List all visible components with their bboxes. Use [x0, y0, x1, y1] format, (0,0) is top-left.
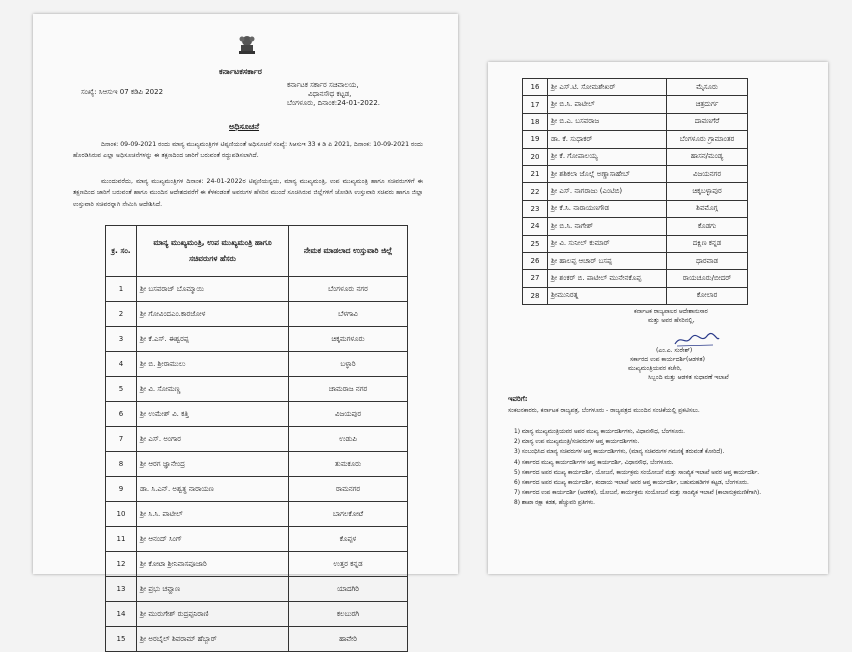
- district-cell: ವಿಜಯಪುರ: [289, 402, 408, 427]
- minister-name-cell: ಶ್ರೀ ಬಿ.ಸಿ. ಪಾಟೀಲ್: [548, 96, 667, 113]
- minister-name-cell: ಶ್ರೀ ಎಸ್. ನಾಗರಾಜು (ಎಂಟಿಬಿ): [548, 183, 667, 200]
- district-cell: ಯಾದಗಿರಿ: [289, 577, 408, 602]
- copy-recipient-item: 4) ಸರ್ಕಾರದ ಮುಖ್ಯ ಕಾರ್ಯದರ್ಶಿಗಳ ಆಪ್ತ ಕಾರ್ಯದರ್ಶಿ, ವಿಧಾನಸೌಧ, ಬೆಂಗಳೂರು.: [514, 459, 674, 466]
- minister-name-cell: ಶ್ರೀ ಕೆ.ಸಿ. ನಾರಾಯಣಗೌಡ: [548, 200, 667, 217]
- district-cell: ಬೆಂಗಳೂರು ನಗರ: [289, 277, 408, 302]
- serial-cell: 7: [106, 427, 137, 452]
- district-cell: ಕಲಬುರಗಿ: [289, 602, 408, 627]
- handwritten-signature: [673, 332, 721, 348]
- serial-cell: 9: [106, 477, 137, 502]
- table-row: [106, 527, 408, 552]
- copy-recipient-item: 1) ಮಾನ್ಯ ಮುಖ್ಯಮಂತ್ರಿಯವರ ಅಪರ ಮುಖ್ಯ ಕಾರ್ಯದರ್ಶಿಗಳು, ವಿಧಾನಸೌಧ, ಬೆಂಗಳೂರು.: [514, 429, 686, 435]
- minister-name-cell: ಶ್ರೀ ಕೆ.ಎಸ್. ಈಶ್ವರಪ್ಪ: [137, 327, 289, 352]
- minister-name-cell: ಶ್ರೀ ಶಂಕರ್ ಬಿ. ಪಾಟೀಲ್ ಮುನೇನಕೊಪ್ಪ: [548, 270, 667, 287]
- serial-cell: 14: [106, 602, 137, 627]
- serial-cell: 15: [106, 627, 137, 652]
- notification-page-1: [33, 14, 458, 643]
- paragraph-1: ದಿನಾಂಕ: 09-09-2021 ರಂದು ಮಾನ್ಯ ಮುಖ್ಯಮಂತ್ರಿಗಳ ಟಿಪ್ಪಣಿಯಂತೆ ಅಧಿಸೂಚನೆ ಸಂಖ್ಯೆ: ಸಿಆಸುಇ 33 ಕ ಡಿ ಪಿ 2021, ದಿನಾಂಕ: 10-09-2021 ರಂದು ಹೊರಡಿಸಿರುವ ಎಲ್ಲಾ ಅಧಿಸೂಚನೆಗಳನ್ನು ಈ ತಕ್ಷಣದಿಂದ ಜಾರಿಗೆ ಬರುವಂತೆ ರದ್ದುಪಡಿಸಲಾಗಿದೆ.: [73, 141, 423, 160]
- copy-recipient-item: 8) ಶಾಖಾ ರಕ್ಷಾ ಕಡತ, ಹೆಚ್ಚುವರಿ ಪ್ರತಿಗಳು.: [514, 500, 595, 507]
- district-cell: ಬಳ್ಳಾರಿ: [289, 352, 408, 377]
- copy-recipient-item: 3) ಸಂಬಂಧಿಸಿದ ಮಾನ್ಯ ಸಚಿವರುಗಳ ಆಪ್ತ ಕಾರ್ಯದರ್ಶಿಗಳು, (ಮಾನ್ಯ ಸಚಿವರುಗಳ ಗಮನಕ್ಕೆ ತರುವಂತೆ ಕೋರಿದೆ).: [514, 449, 725, 456]
- district-cell: ಚಿತ್ರದುರ್ಗ: [667, 96, 748, 113]
- karnataka-emblem-icon: [234, 32, 260, 58]
- serial-cell: 2: [106, 302, 137, 327]
- district-cell: ಕೊಡಗು: [667, 218, 748, 235]
- minister-name-cell: ಶ್ರೀ ಸಿ.ಸಿ. ಪಾಟೀಲ್: [137, 502, 289, 527]
- header-serial: ಕ್ರ. ಸಂ.: [106, 226, 137, 277]
- table-row: [106, 277, 408, 302]
- district-cell: ಕೊಪ್ಪಳ: [289, 527, 408, 552]
- serial-cell: 27: [523, 270, 548, 287]
- table-row: [523, 113, 748, 130]
- table-row: [106, 577, 408, 602]
- minister-name-cell: ಶ್ರೀ ಗೋವಿಂದಎಂ.ಕಾರಜೋಳ: [137, 302, 289, 327]
- serial-cell: 1: [106, 277, 137, 302]
- district-cell: ಚಿಕ್ಕಮಗಳೂರು: [289, 327, 408, 352]
- table-row: [523, 79, 748, 96]
- table-row: [106, 452, 408, 477]
- serial-cell: 11: [106, 527, 137, 552]
- district-cell: ಉತ್ತರ ಕನ್ನಡ: [289, 552, 408, 577]
- notification-page-2: [488, 62, 828, 574]
- serial-cell: 17: [523, 96, 548, 113]
- minister-name-cell: ಶ್ರೀ ವಿ. ಸೋಮಣ್ಣ: [137, 377, 289, 402]
- to-text: ಸಂಕಲನಕಾರರು, ಕರ್ನಾಟಕ ರಾಜ್ಯಪತ್ರ, ಬೆಂಗಳೂರು - ರಾಜ್ಯಪತ್ರದ ಮುಂದಿನ ಸಂಚಿಕೆಯಲ್ಲಿ ಪ್ರಕಟಿಸಲು.: [508, 407, 700, 414]
- minister-name-cell: ಶ್ರೀ ಶಶಿಕಲಾ ಜೊಲ್ಲೆ ಅಣ್ಣಾಸಾಹೇಬ್: [548, 165, 667, 182]
- table-row: [106, 352, 408, 377]
- minister-name-cell: ಶ್ರೀ ಎಸ್. ಅಂಗಾರ: [137, 427, 289, 452]
- signer-title-3: ಸಿಬ್ಬಂದಿ ಮತ್ತು ಆಡಳಿತ ಸುಧಾರಣೆ ಇಲಾಖೆ: [648, 374, 729, 381]
- serial-cell: 6: [106, 402, 137, 427]
- minister-name-cell: ಶ್ರೀ ಆನಂದ್ ಸಿಂಗ್: [137, 527, 289, 552]
- minister-name-cell: ಶ್ರೀ ಬಿ.ಎ. ಬಸವರಾಜ: [548, 113, 667, 130]
- minister-name-cell: ಶ್ರೀ ಬಸವರಾಜ್ ಬೊಮ್ಮಾಯಿ: [137, 277, 289, 302]
- government-heading: ಕರ್ನಾಟಕಸರ್ಕಾರ: [219, 67, 262, 76]
- table-row: [106, 377, 408, 402]
- district-cell: ವಿಜಯನಗರ: [667, 165, 748, 182]
- serial-cell: 18: [523, 113, 548, 130]
- table-row: [523, 183, 748, 200]
- district-cell: ರಾಮನಗರ: [289, 477, 408, 502]
- table-row: [106, 627, 408, 652]
- minister-name-cell: ಶ್ರೀ ವಿ. ಸುನೀಲ್ ಕುಮಾರ್: [548, 235, 667, 252]
- header-district: ನೇಮಕ ಮಾಡಲಾದ ಉಸ್ತುವಾರಿ ಜಿಲ್ಲೆ: [289, 226, 408, 277]
- table-row: [523, 235, 748, 252]
- serial-cell: 16: [523, 79, 548, 96]
- notification-title: ಅಧಿಸೂಚನೆ: [229, 122, 260, 131]
- copy-recipient-item: 2) ಮಾನ್ಯ ಉಪ ಮುಖ್ಯಮಂತ್ರಿ/ಸಚಿವರುಗಳ ಆಪ್ತ ಕಾರ್ಯದರ್ಶಿಗಳು.: [514, 439, 640, 446]
- district-cell: ಚಿಕ್ಕಬಳ್ಳಾಪುರ: [667, 183, 748, 200]
- table-row: [523, 252, 748, 269]
- minister-name-cell: ಶ್ರೀ ಕೋಟಾ ಶ್ರೀನಿವಾಸಪೂಜಾರಿ: [137, 552, 289, 577]
- serial-cell: 28: [523, 287, 548, 304]
- table-row: [523, 287, 748, 304]
- table-row: [106, 327, 408, 352]
- district-cell: ಹಾವೇರಿ: [289, 627, 408, 652]
- table-row: [106, 302, 408, 327]
- district-cell: ಬೆಳಗಾವಿ: [289, 302, 408, 327]
- minister-name-cell: ಶ್ರೀ ಮುರುಗೇಶ್ ರುದ್ರಪ್ಪನಿರಾಣಿ: [137, 602, 289, 627]
- paragraph-2: ಮುಂದುವರೆದು, ಮಾನ್ಯ ಮುಖ್ಯಮಂತ್ರಿಗಳ ದಿನಾಂಕ: 24-01-2022ರ ಟಿಪ್ಪಣಿಯನ್ವಯ, ಮಾನ್ಯ ಮುಖ್ಯಮಂತ್ರಿ, ಉಪ ಮುಖ್ಯಮಂತ್ರಿ ಹಾಗೂ ಸಚಿವರುಗಳಿಗೆ ಈ ತಕ್ಷಣದಿಂದ ಜಾರಿಗೆ ಬರುವಂತೆ ಹಾಗೂ ಮುಂದಿನ ಆದೇಶದವರೆಗೆ ಈ ಕೆಳಕಂಡಂತೆ ಅವರುಗಳ ಹೆಸರಿನ ಮುಂದೆ ಸೂಚಿಸಿರುವ ಜಿಲ್ಲೆಗಳಿಗೆ ಜೋಡಿಸಿ ಉಸ್ತುವಾರಿ ಸಚಿವರು ಹಾಗೂ ಜಿಲ್ಲಾ ಉಸ್ತುವಾರಿ ಸಚಿವರನ್ನಾಗಿ ನೇಮಿಸಿ ಆದೇಶಿಸಿದೆ.: [73, 178, 423, 208]
- district-cell: ದಾವಣಗೆರೆ: [667, 113, 748, 130]
- district-cell: ತುಮಕೂರು: [289, 452, 408, 477]
- serial-cell: 12: [106, 552, 137, 577]
- table-row: [106, 502, 408, 527]
- district-cell: ಬಾಗಲಕೋಟೆ: [289, 502, 408, 527]
- district-cell: ಉಡುಪಿ: [289, 427, 408, 452]
- table-row: [106, 602, 408, 627]
- table-row: [523, 148, 748, 165]
- district-cell: ರಾಯಚೂರು/ಬೀದರ್: [667, 270, 748, 287]
- minister-name-cell: ಶ್ರೀ ಹಾಲಪ್ಪ ಆಚಾರ್ ಬಸಪ್ಪ: [548, 252, 667, 269]
- serial-cell: 4: [106, 352, 137, 377]
- minister-name-cell: ಶ್ರೀ ಬಿ.ಸಿ. ನಾಗೇಶ್: [548, 218, 667, 235]
- reference-number: ಸಂಖ್ಯೆ: ಸಿಆಸುಇ 07 ಕಡಿಪಿ 2022: [81, 88, 164, 96]
- office-line-2: ವಿಧಾನಸೌಧ ಕಟ್ಟಡ,: [308, 90, 352, 98]
- table-row: [106, 477, 408, 502]
- office-line-3: ಬೆಂಗಳೂರು, ದಿನಾಂಕ:24-01-2022.: [287, 99, 380, 107]
- minister-name-cell: ಶ್ರೀಮುನಿರತ್ನ: [548, 287, 667, 304]
- minister-name-cell: ಶ್ರೀ ಎಸ್.ಟಿ. ಸೋಮಶೇಖರ್: [548, 79, 667, 96]
- copy-recipients-list: [514, 427, 809, 509]
- copy-recipient-item: 6) ಸರ್ಕಾರದ ಅಪರ ಮುಖ್ಯ ಕಾರ್ಯದರ್ಶಿ, ಕಂದಾಯ ಇಲಾಖೆ ಅವರ ಆಪ್ತ ಕಾರ್ಯದರ್ಶಿ, ಬಹುಮಹಡಿಗಳ ಕಟ್ಟಡ, ಬೆಂಗಳೂರು.: [514, 480, 749, 487]
- table-row: [106, 427, 408, 452]
- table-row: [523, 165, 748, 182]
- serial-cell: 25: [523, 235, 548, 252]
- serial-cell: 20: [523, 148, 548, 165]
- district-cell: ಚಾಮರಾಜ ನಗರ: [289, 377, 408, 402]
- closing-line-1: ಕರ್ನಾಟಕ ರಾಜ್ಯಪಾಲರ ಆದೇಶಾನುಸಾರ: [634, 308, 708, 315]
- office-line-1: ಕರ್ನಾಟಕ ಸರ್ಕಾರ ಸಚಿವಾಲಯ,: [287, 81, 359, 89]
- minister-name-cell: ಶ್ರೀ ಉಮೇಶ್ ವಿ. ಕತ್ತಿ: [137, 402, 289, 427]
- table-row: [523, 218, 748, 235]
- signer-title-1: ಸರ್ಕಾರದ ಉಪ ಕಾರ್ಯದರ್ಶಿ(ಆಡಳಿತ): [630, 356, 705, 363]
- signer-title-2: ಮುಖ್ಯಮಂತ್ರಿಯವರ ಕಚೇರಿ,: [628, 365, 682, 372]
- district-cell: ಶಿವಮೊಗ್ಗ: [667, 200, 748, 217]
- table-row: [523, 270, 748, 287]
- serial-cell: 10: [106, 502, 137, 527]
- signer-name: (ಎಂ.ಎ. ಸುರೇಶ್): [656, 347, 693, 354]
- closing-line-2: ಮತ್ತು ಅವರ ಹೆಸರಿನಲ್ಲಿ,: [648, 317, 695, 324]
- table-row: [106, 402, 408, 427]
- minister-name-cell: ಶ್ರೀ ಬಿ. ಶ್ರೀರಾಮುಲು: [137, 352, 289, 377]
- minister-name-cell: ಶ್ರೀ ಅರಬೈಲ್ ಶಿವರಾಮ್ ಹೆಬ್ಬಾರ್: [137, 627, 289, 652]
- serial-cell: 8: [106, 452, 137, 477]
- serial-cell: 22: [523, 183, 548, 200]
- serial-cell: 26: [523, 252, 548, 269]
- minister-name-cell: ಡಾ. ಸಿ.ಎನ್. ಅಶ್ವತ್ಥ ನಾರಾಯಣ: [137, 477, 289, 502]
- table-row: [523, 131, 748, 148]
- copy-recipient-item: 7) ಸರ್ಕಾರದ ಉಪ ಕಾರ್ಯದರ್ಶಿ (ಆಡಳಿತ), ಯೋಜನೆ, ಕಾರ್ಯಕ್ರಮ ಸಂಯೋಜನೆ ಮತ್ತು ಸಾಂಖ್ಯಿಕ ಇಲಾಖೆ (ಕಾಲಾನುಕ್ರಮಣಿಕೆಗಾಗಿ).: [514, 490, 762, 497]
- header-minister-name: ಮಾನ್ಯ ಮುಖ್ಯಮಂತ್ರಿ, ಉಪ ಮುಖ್ಯಮಂತ್ರಿ ಹಾಗೂ ಸಚಿವರುಗಳ ಹೆಸರು: [137, 226, 289, 277]
- table-row: [523, 96, 748, 113]
- minister-name-cell: ಶ್ರೀ ಕೆ. ಗೋಪಾಲಯ್ಯ: [548, 148, 667, 165]
- serial-cell: 24: [523, 218, 548, 235]
- district-cell: ಕೋಲಾರ: [667, 287, 748, 304]
- serial-cell: 19: [523, 131, 548, 148]
- district-cell: ಮೈಸೂರು: [667, 79, 748, 96]
- minister-name-cell: ಶ್ರೀ ಆರಗ ಜ್ಞಾನೇಂದ್ರ: [137, 452, 289, 477]
- serial-cell: 3: [106, 327, 137, 352]
- copy-recipient-item: 5) ಸರ್ಕಾರದ ಅಪರ ಮುಖ್ಯ ಕಾರ್ಯದರ್ಶಿ, ಯೋಜನೆ, ಕಾರ್ಯಕ್ರಮ ಸಂಯೋಜನೆ ಮತ್ತು ಸಾಂಖ್ಯಿಕ ಇಲಾಖೆ ಅವರ ಆಪ್ತ ಕಾರ್ಯದರ್ಶಿ.: [514, 469, 760, 476]
- serial-cell: 5: [106, 377, 137, 402]
- serial-cell: 13: [106, 577, 137, 602]
- district-cell: ಧಾರವಾಡ: [667, 252, 748, 269]
- serial-cell: 21: [523, 165, 548, 182]
- minister-district-table: [105, 225, 408, 652]
- district-cell: ದಕ್ಷಿಣ ಕನ್ನಡ: [667, 235, 748, 252]
- table-row: [523, 200, 748, 217]
- minister-name-cell: ಶ್ರೀ ಪ್ರಭು ಚವ್ಹಾಣ: [137, 577, 289, 602]
- to-label: ಇವರಿಗೆ:: [508, 395, 528, 403]
- district-cell: ಹಾಸನ/ಮಂಡ್ಯ: [667, 148, 748, 165]
- table-row: [106, 552, 408, 577]
- serial-cell: 23: [523, 200, 548, 217]
- district-cell: ಬೆಂಗಳೂರು ಗ್ರಾಮಾಂತರ: [667, 131, 748, 148]
- minister-name-cell: ಡಾ. ಕೆ. ಸುಧಾಕರ್: [548, 131, 667, 148]
- minister-district-table-continued: [522, 78, 748, 305]
